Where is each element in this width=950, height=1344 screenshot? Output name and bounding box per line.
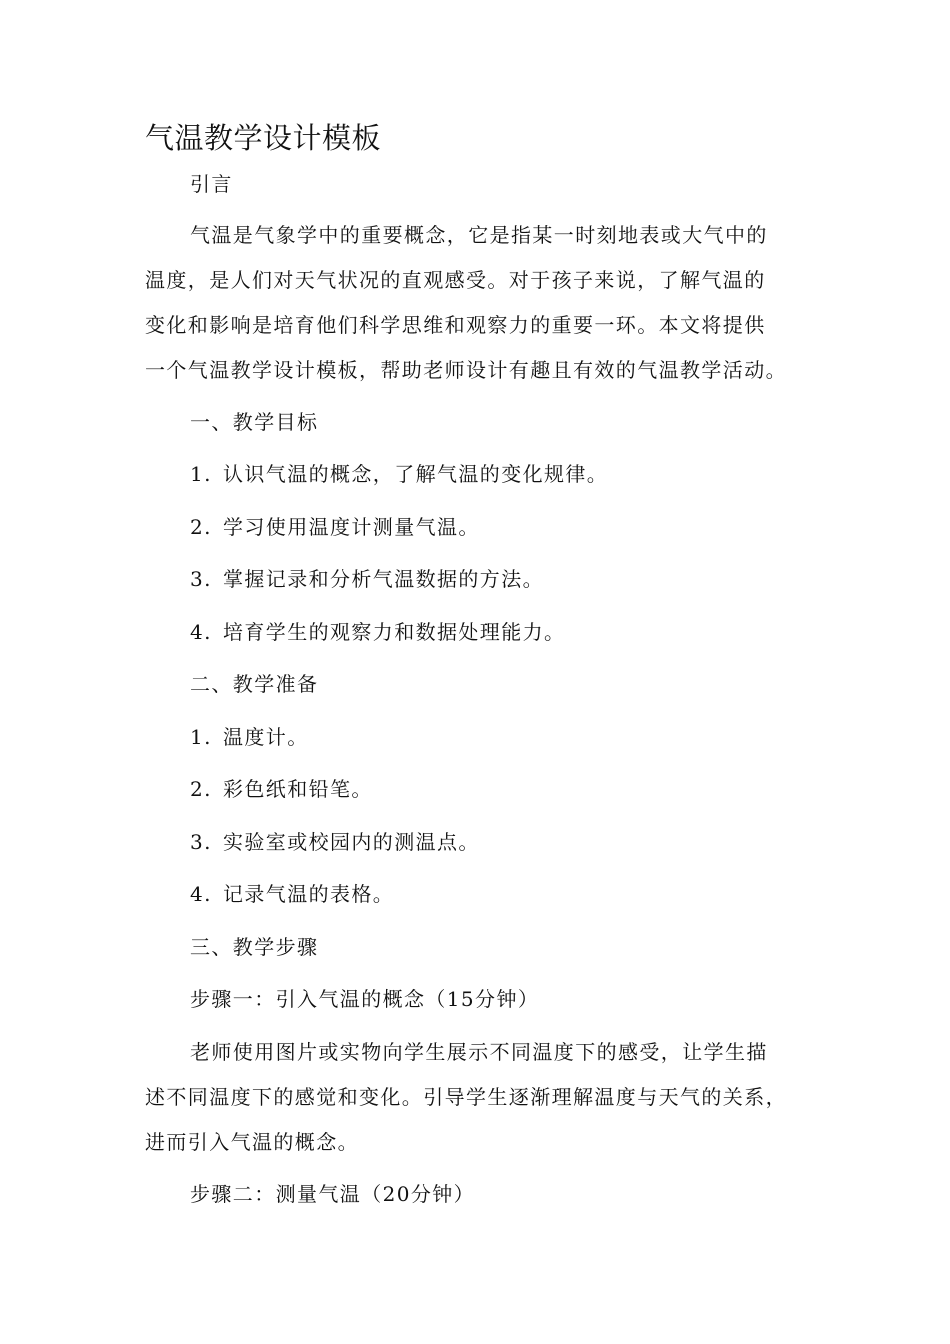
document-title: 气温教学设计模板 [145, 121, 382, 155]
section1-item [190, 565, 544, 593]
list-text: 掌握记录和分析气温数据的方法。 [223, 567, 544, 591]
list-number: 2. [190, 777, 212, 801]
section1-item [190, 618, 565, 646]
list-number: 4. [190, 620, 212, 644]
list-text: 记录气温的表格。 [223, 882, 395, 906]
step1-line-2: 述不同温度下的感觉和变化。引导学生逐渐理解温度与天气的关系， [145, 1085, 787, 1109]
list-number: 1. [190, 462, 212, 486]
section2-item [190, 828, 480, 856]
list-text: 认识气温的概念，了解气温的变化规律。 [223, 462, 609, 486]
list-text: 彩色纸和铅笔。 [223, 777, 373, 801]
step1-line-3: 进而引入气温的概念。 [145, 1130, 359, 1154]
step1-heading: 步骤一：引入气温的概念（15分钟） [190, 987, 540, 1011]
intro-line-3: 变化和影响是培育他们科学思维和观察力的重要一环。本文将提供 [145, 313, 766, 337]
list-number: 1. [190, 725, 212, 749]
intro-line-2: 温度，是人们对天气状况的直观感受。对于孩子来说，了解气温的 [145, 268, 766, 292]
intro-line-1: 气温是气象学中的重要概念，它是指某一时刻地表或大气中的 [190, 223, 768, 247]
step2-heading: 步骤二：测量气温（20分钟） [190, 1182, 476, 1206]
section2-item [190, 775, 373, 803]
list-text: 学习使用温度计测量气温。 [223, 515, 480, 539]
section2-item [190, 723, 309, 751]
section3-heading: 三、教学步骤 [190, 935, 319, 959]
section2-item [190, 880, 394, 908]
section1-item [190, 513, 480, 541]
step1-line-1: 老师使用图片或实物向学生展示不同温度下的感受，让学生描 [190, 1040, 768, 1064]
section1-item [190, 460, 608, 488]
intro-heading: 引言 [190, 172, 233, 196]
list-text: 实验室或校园内的测温点。 [223, 830, 480, 854]
list-number: 3. [190, 567, 212, 591]
list-number: 2. [190, 515, 212, 539]
list-number: 4. [190, 882, 212, 906]
list-text: 培育学生的观察力和数据处理能力。 [223, 620, 566, 644]
section2-heading: 二、教学准备 [190, 672, 319, 696]
intro-line-4: 一个气温教学设计模板，帮助老师设计有趣且有效的气温教学活动。 [145, 358, 787, 382]
list-number: 3. [190, 830, 212, 854]
list-text: 温度计。 [223, 725, 309, 749]
section1-heading: 一、教学目标 [190, 410, 319, 434]
